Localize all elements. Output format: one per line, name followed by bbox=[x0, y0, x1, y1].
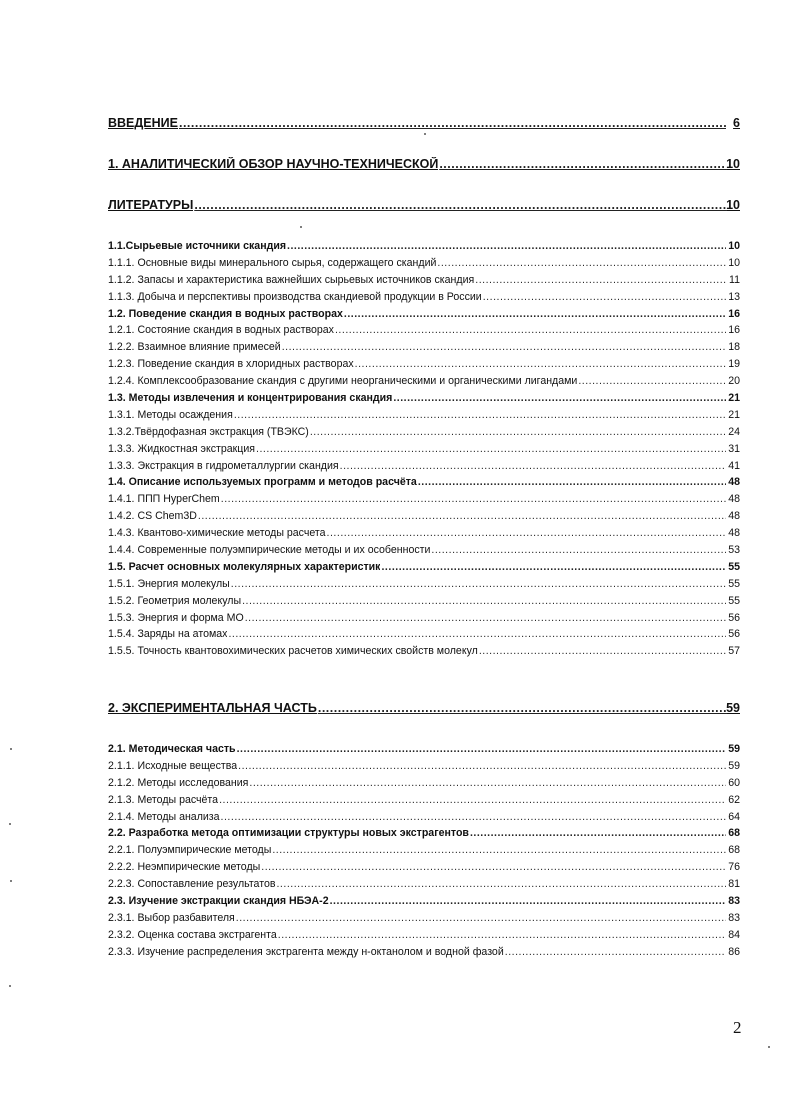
toc-entry-title: 1.3.3. Жидкостная экстракция bbox=[108, 442, 255, 455]
dot-leader bbox=[236, 741, 726, 758]
toc-entry-title: 2.3.2. Оценка состава экстрагента bbox=[108, 928, 277, 941]
toc-entry-page: 21 bbox=[728, 408, 740, 421]
dot-leader bbox=[478, 643, 726, 660]
dot-leader bbox=[197, 508, 726, 525]
toc-entry-page: 10 bbox=[728, 240, 740, 252]
toc-entry-page: 16 bbox=[728, 307, 740, 320]
toc-entry-page: 13 bbox=[728, 290, 740, 303]
dot-leader bbox=[218, 792, 726, 809]
toc-entry-title: 1.3.3. Экстракция в гидрометаллургии скандия bbox=[108, 459, 339, 472]
toc-entry-page: 10 bbox=[726, 198, 740, 212]
toc-subsection[interactable] bbox=[108, 643, 740, 660]
toc-subsection[interactable] bbox=[108, 927, 740, 944]
dot-leader bbox=[241, 593, 726, 610]
dot-leader bbox=[230, 576, 726, 593]
toc-entry-page: 64 bbox=[728, 810, 740, 823]
toc-entry-title: 1.4.2. CS Chem3D bbox=[108, 510, 197, 523]
dot-leader bbox=[260, 859, 726, 876]
toc-entry-page: 19 bbox=[728, 358, 740, 371]
toc-entry-title: 1.1.2. Запасы и характеристика важнейших сырьевых источников скандия bbox=[108, 273, 475, 286]
toc-subsection[interactable] bbox=[108, 289, 740, 306]
dot-leader bbox=[482, 289, 726, 306]
scan-speck bbox=[768, 1046, 770, 1048]
toc-entry-title: 2.2. Разработка метода оптимизации структуры новых экстрагентов bbox=[108, 827, 469, 840]
toc-entry-page: 62 bbox=[728, 793, 740, 806]
toc-subsection[interactable] bbox=[108, 356, 740, 373]
toc-entry-page: 55 bbox=[728, 560, 740, 573]
toc-entry-page: 48 bbox=[728, 510, 740, 523]
dot-leader bbox=[354, 356, 726, 373]
toc-subsection[interactable] bbox=[108, 407, 740, 424]
toc-entry-page: 59 bbox=[728, 759, 740, 772]
dot-leader bbox=[275, 876, 726, 893]
toc-entry-title: 2.2.1. Полуэмпирические методы bbox=[108, 844, 272, 857]
toc-entry-page: 76 bbox=[728, 861, 740, 874]
toc-entry-page: 84 bbox=[728, 928, 740, 941]
page-number: 2 bbox=[733, 1018, 742, 1037]
toc-entry-title: 1.2.2. Взаимное влияние примесей bbox=[108, 341, 281, 354]
toc-entry-title: 1.3.1. Методы осаждения bbox=[108, 408, 233, 421]
toc-subsection[interactable] bbox=[108, 859, 740, 876]
toc-entry-page: 83 bbox=[728, 911, 740, 924]
toc-entry-title: 1.3. Методы извлечения и концентрирования скандия bbox=[108, 392, 393, 405]
toc-entry-page: 16 bbox=[728, 324, 740, 337]
toc-subsection[interactable] bbox=[108, 542, 740, 559]
dot-leader bbox=[286, 238, 726, 255]
dot-leader bbox=[237, 758, 726, 775]
toc-entry-introduction[interactable] bbox=[108, 116, 740, 130]
toc-subsection[interactable] bbox=[108, 910, 740, 927]
toc-subsection[interactable] bbox=[108, 339, 740, 356]
toc-entry-page: 18 bbox=[728, 341, 740, 354]
dot-leader bbox=[277, 927, 726, 944]
toc-entry-page: 48 bbox=[728, 476, 740, 489]
toc-entry-page: 57 bbox=[728, 645, 740, 658]
scan-speck bbox=[9, 823, 11, 825]
toc-entry-page: 59 bbox=[728, 743, 740, 755]
scan-speck bbox=[300, 226, 302, 228]
scan-speck bbox=[424, 133, 426, 135]
dot-leader bbox=[309, 424, 726, 441]
toc-subsection[interactable] bbox=[108, 508, 740, 525]
toc-chapter-1-list bbox=[108, 238, 740, 660]
toc-entry-page: 48 bbox=[728, 493, 740, 506]
toc-entry-page: 10 bbox=[728, 256, 740, 269]
toc-entry-title: 1.1.1. Основные виды минерального сырья, содержащего скандий bbox=[108, 256, 437, 269]
dot-leader bbox=[339, 458, 726, 475]
toc-subsection[interactable] bbox=[108, 272, 740, 289]
toc-entry-page: 10 bbox=[726, 157, 740, 171]
scan-speck bbox=[9, 985, 11, 987]
toc-entry-title: 1.5.5. Точность квантовохимических расчетов химических свойств молекул bbox=[108, 645, 478, 658]
toc-entry-title: 1.2.1. Состояние скандия в водных растворах bbox=[108, 324, 334, 337]
toc-entry-page: 86 bbox=[728, 945, 740, 958]
dot-leader bbox=[436, 255, 726, 272]
toc-subsection[interactable] bbox=[108, 876, 740, 893]
dot-leader bbox=[193, 198, 726, 212]
toc-entry-page: 55 bbox=[728, 594, 740, 607]
toc-entry-title: 1.5.3. Энергия и форма МО bbox=[108, 611, 244, 624]
toc-subsection[interactable] bbox=[108, 441, 740, 458]
toc-subsection[interactable] bbox=[108, 610, 740, 627]
toc-entry-chapter-1[interactable] bbox=[108, 157, 740, 171]
toc-entry-title: 2.2.3. Сопоставление результатов bbox=[108, 878, 276, 891]
toc-entry-title: 1.2.4. Комплексообразование скандия с другими неорганическими и органическими лигандами bbox=[108, 375, 578, 388]
toc-entry-title: 1.5.2. Геометрия молекулы bbox=[108, 594, 242, 607]
toc-entry-title: 1.1.Сырьевые источники скандия bbox=[108, 240, 287, 252]
toc-entry-page: 68 bbox=[728, 844, 740, 857]
toc-entry-title: 2. ЭКСПЕРИМЕНТАЛЬНАЯ ЧАСТЬ bbox=[108, 701, 317, 715]
toc-entry-title: 1. АНАЛИТИЧЕСКИЙ ОБЗОР НАУЧНО-ТЕХНИЧЕСКОЙ bbox=[108, 157, 439, 171]
toc-entry-title: 1.4.3. Квантово-химические методы расчета bbox=[108, 527, 326, 540]
toc-entry-page: 56 bbox=[728, 611, 740, 624]
dot-leader bbox=[220, 809, 726, 826]
toc-subsection[interactable] bbox=[108, 525, 740, 542]
toc-subsection[interactable] bbox=[108, 758, 740, 775]
toc-subsection[interactable] bbox=[108, 424, 740, 441]
toc-subsection[interactable] bbox=[108, 491, 740, 508]
toc-subsection[interactable] bbox=[108, 373, 740, 390]
toc-entry-title: 2.3.3. Изучение распределения экстрагента между н-октанолом и водной фазой bbox=[108, 945, 504, 958]
toc-entry-page: 11 bbox=[729, 273, 740, 286]
dot-leader bbox=[178, 116, 726, 130]
toc-entry-page: 20 bbox=[728, 375, 740, 388]
toc-entry-title: 2.1.2. Методы исследования bbox=[108, 776, 249, 789]
toc-subsection[interactable] bbox=[108, 775, 740, 792]
toc-entry-title: 1.2.3. Поведение скандия в хлоридных растворах bbox=[108, 358, 354, 371]
toc-entry-page: 24 bbox=[728, 425, 740, 438]
toc-entry-title: ВВЕДЕНИЕ bbox=[108, 116, 178, 130]
toc-section[interactable] bbox=[108, 306, 740, 323]
toc-entry-page: 55 bbox=[728, 577, 740, 590]
toc-entry-page: 21 bbox=[728, 392, 740, 405]
toc-subsection[interactable] bbox=[108, 322, 740, 339]
dot-leader bbox=[577, 373, 726, 390]
dot-leader bbox=[235, 910, 726, 927]
toc-section[interactable] bbox=[108, 741, 740, 758]
toc-subsection[interactable] bbox=[108, 809, 740, 826]
dot-leader bbox=[317, 701, 726, 715]
toc-entry-page: 53 bbox=[728, 544, 740, 557]
toc-entry-chapter-1-continued[interactable] bbox=[108, 198, 740, 212]
dot-leader bbox=[233, 407, 726, 424]
toc-subsection[interactable] bbox=[108, 576, 740, 593]
toc-entry-title: 1.5.1. Энергия молекулы bbox=[108, 577, 230, 590]
toc-subsection[interactable] bbox=[108, 626, 740, 643]
dot-leader bbox=[255, 441, 726, 458]
toc-section[interactable] bbox=[108, 893, 740, 910]
dot-leader bbox=[438, 157, 726, 171]
toc-entry-title: 1.5.4. Заряды на атомах bbox=[108, 628, 228, 641]
toc-entry-title: 2.1. Методическая часть bbox=[108, 743, 236, 755]
toc-entry-title: 1.5. Расчет основных молекулярных характеристик bbox=[108, 560, 381, 573]
dot-leader bbox=[329, 893, 726, 910]
toc-entry-title: 2.3.1. Выбор разбавителя bbox=[108, 911, 235, 924]
dot-leader bbox=[281, 339, 726, 356]
toc-entry-title: 2.3. Изучение экстракции скандия НБЭА-2 bbox=[108, 895, 329, 908]
toc-entry-title: 1.4. Описание используемых программ и методов расчёта bbox=[108, 476, 417, 489]
toc-section[interactable] bbox=[108, 390, 740, 407]
toc-entry-page: 60 bbox=[728, 776, 740, 789]
toc-entry-title: 1.1.3. Добыча и перспективы производства скандиевой продукции в России bbox=[108, 290, 482, 303]
toc-entry-title: ЛИТЕРАТУРЫ bbox=[108, 198, 194, 212]
dot-leader bbox=[220, 491, 726, 508]
dot-leader bbox=[271, 842, 726, 859]
dot-leader bbox=[380, 559, 726, 576]
dot-leader bbox=[430, 542, 726, 559]
toc-section[interactable] bbox=[108, 825, 740, 842]
toc-subsection[interactable] bbox=[108, 792, 740, 809]
toc-subsection[interactable] bbox=[108, 458, 740, 475]
toc-subsection[interactable] bbox=[108, 593, 740, 610]
toc-entry-page: 68 bbox=[728, 827, 740, 840]
toc-entry-title: 2.1.4. Методы анализа bbox=[108, 810, 220, 823]
toc-entry-title: 1.4.1. ППП HyperChem bbox=[108, 493, 220, 506]
toc-chapter-2-list bbox=[108, 741, 740, 961]
toc-entry-page: 83 bbox=[728, 895, 740, 908]
dot-leader bbox=[334, 322, 726, 339]
toc-section[interactable] bbox=[108, 559, 740, 576]
toc-entry-title: 1.3.2.Твёрдофазная экстракция (ТВЭКС) bbox=[108, 425, 309, 438]
toc-entry-page: 48 bbox=[728, 527, 740, 540]
scan-speck bbox=[10, 880, 12, 882]
scan-speck bbox=[10, 748, 12, 750]
dot-leader bbox=[343, 306, 726, 323]
toc-entry-title: 2.1.3. Методы расчёта bbox=[108, 793, 219, 806]
toc-entry-title: 1.2. Поведение скандия в водных растворах bbox=[108, 307, 343, 320]
toc-entry-page: 81 bbox=[728, 878, 740, 891]
dot-leader bbox=[417, 474, 726, 491]
toc-section[interactable] bbox=[108, 238, 740, 255]
toc-subsection[interactable] bbox=[108, 255, 740, 272]
dot-leader bbox=[326, 525, 726, 542]
dot-leader bbox=[469, 825, 726, 842]
dot-leader bbox=[227, 626, 726, 643]
dot-leader bbox=[244, 610, 726, 627]
dot-leader bbox=[504, 944, 726, 961]
toc-entry-chapter-2[interactable] bbox=[108, 701, 740, 715]
toc-entry-page: 41 bbox=[728, 459, 740, 472]
toc-entry-title: 2.2.2. Неэмпирические методы bbox=[108, 861, 261, 874]
toc-subsection[interactable] bbox=[108, 842, 740, 859]
toc-subsection[interactable] bbox=[108, 944, 740, 961]
toc-entry-page: 6 bbox=[733, 116, 740, 130]
dot-leader bbox=[248, 775, 726, 792]
toc-entry-title: 2.1.1. Исходные вещества bbox=[108, 759, 238, 772]
dot-leader bbox=[392, 390, 726, 407]
toc-entry-title: 1.4.4. Современные полуэмпирические методы и их особенности bbox=[108, 544, 431, 557]
toc-section[interactable] bbox=[108, 474, 740, 491]
toc-entry-page: 31 bbox=[728, 442, 740, 455]
toc-entry-page: 56 bbox=[728, 628, 740, 641]
toc-entry-page: 59 bbox=[726, 701, 740, 715]
dot-leader bbox=[474, 272, 726, 289]
